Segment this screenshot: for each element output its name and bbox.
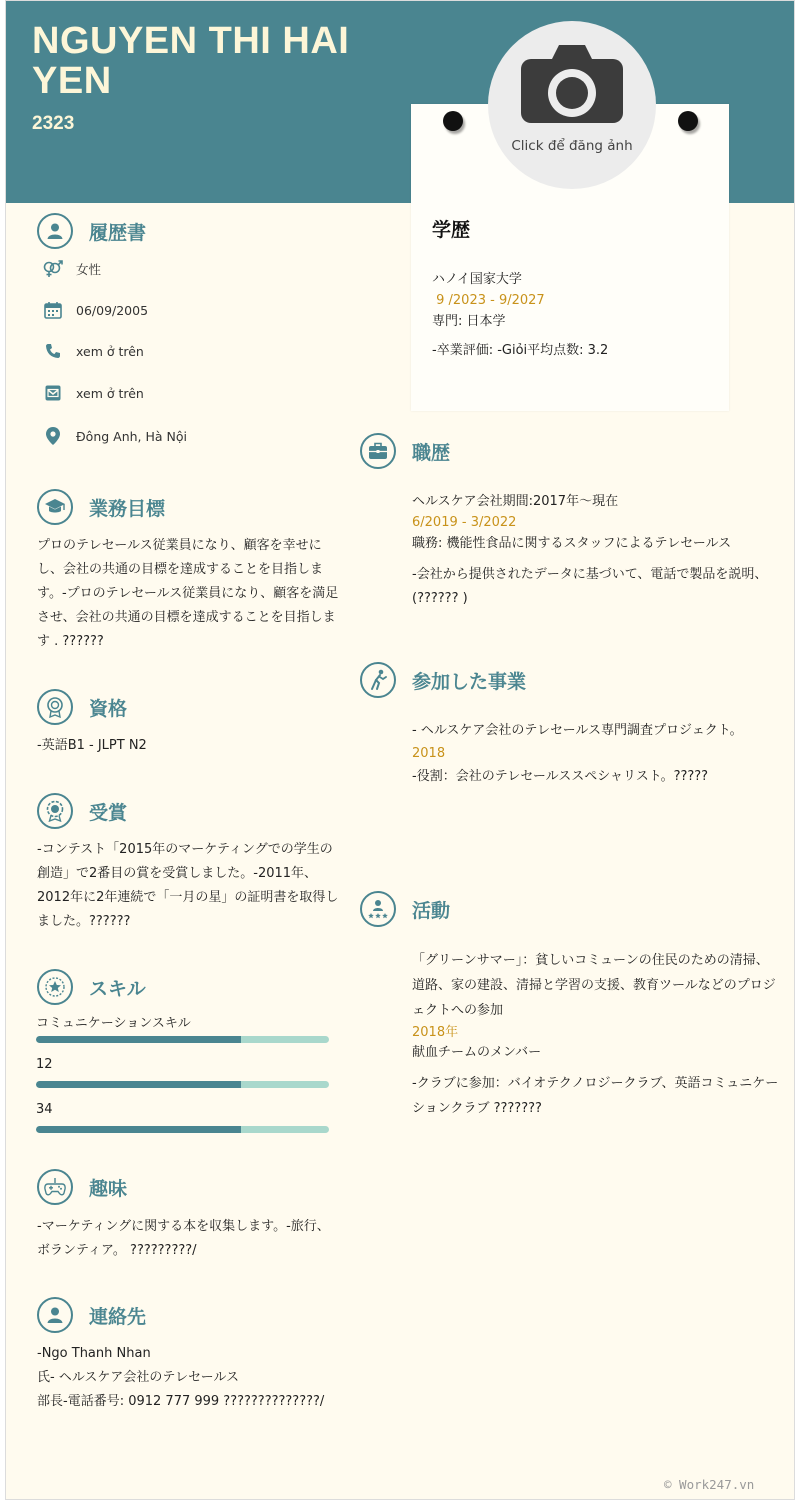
candidate-code[interactable]: 2323: [32, 113, 75, 134]
experience-section-head: [360, 433, 450, 469]
project-year[interactable]: 2018: [412, 746, 446, 761]
hobbies-section-head: [37, 1169, 127, 1205]
projects-section-head: [360, 662, 526, 698]
email-icon: [42, 385, 64, 401]
running-person-icon: [360, 662, 396, 698]
education-grade[interactable]: -卒業評価: -Giỏi平均点数: 3.2: [432, 343, 609, 358]
team-stars-icon: [360, 891, 396, 927]
experience-position[interactable]: 職務: 機能性食品に関するスタッフによるテレセールス: [412, 536, 732, 551]
projects-title[interactable]: 参加した事業: [412, 670, 527, 693]
skill-bar-fill: [36, 1036, 241, 1043]
gender-icon: [42, 260, 64, 278]
hobbies-text[interactable]: -マーケティングに関する本を収集します。-旅行、ボランティア。 ?????????/: [37, 1219, 330, 1258]
photo-upload-label: Click để đăng ảnh: [511, 138, 633, 154]
activity-year[interactable]: 2018年: [412, 1025, 459, 1040]
address-value[interactable]: Đông Anh, Hà Nội: [76, 428, 188, 444]
profile-title[interactable]: 履歴書: [89, 221, 147, 244]
experience-company[interactable]: ヘルスケア会社期間:2017年～現在: [412, 494, 619, 509]
education-body: [432, 269, 722, 361]
profile-section-head: [37, 213, 146, 249]
skill-bar-fill: [36, 1081, 241, 1088]
gender-row: [42, 260, 101, 278]
certificates-text[interactable]: -英語B1 - JLPT N2: [37, 738, 147, 753]
activities-title[interactable]: 活動: [412, 899, 451, 922]
objective-text[interactable]: プロのテレセールス従業員になり、顧客を幸せにし、会社の共通の目標を達成することを目指します。-プロのテレセールス従業員になり、顧客を満足させ、会社の共通の目標を達成することを目指します . ??????: [37, 538, 339, 649]
certificates-title[interactable]: 資格: [89, 697, 128, 720]
experience-description[interactable]: -会社から提供されたデータに基づいて、電話で製品を説明、(?????? ): [412, 567, 768, 606]
awards-section-head: [37, 793, 127, 829]
email-value[interactable]: xem ở trên: [76, 385, 144, 401]
watermark: © Work247.vn: [664, 1477, 755, 1492]
dob-value[interactable]: 06/09/2005: [76, 302, 149, 318]
objective-section-head: [37, 489, 165, 525]
resume-page: [5, 0, 795, 1500]
dob-row: [42, 301, 148, 319]
pin-left-icon: [443, 111, 463, 131]
reference-name[interactable]: -Ngo Thanh Nhan: [37, 1346, 151, 1361]
experience-period[interactable]: 6/2019 - 3/2022: [412, 515, 517, 530]
skill-bar: [36, 1036, 329, 1043]
activities-section-head: [360, 891, 450, 927]
activity-description[interactable]: 「グリーンサマー」：貧しいコミューンの住民のための清掃、道路、家の建設、清掃と学習の支援、教育ツールなどのプロジェクトへの参加: [412, 953, 776, 1018]
hobbies-title[interactable]: 趣味: [89, 1177, 128, 1200]
projects-body: [412, 719, 757, 788]
phone-value[interactable]: xem ở trên: [76, 343, 144, 359]
skill-bar: [36, 1081, 329, 1088]
gender-value[interactable]: 女性: [76, 262, 102, 277]
awards-text[interactable]: -コンテスト「2015年のマーケティングでの学生の創造」で2番目の賞を受賞しました。-2011年、2012年に2年連続で「一月の星」の証明書を取得しました。??????: [37, 842, 339, 929]
skill-label[interactable]: 34: [36, 1102, 53, 1117]
email-row: [42, 385, 144, 401]
education-title[interactable]: 学歴: [432, 219, 471, 241]
project-role[interactable]: -役割：会社のテレセールススペシャリスト。?????: [412, 769, 709, 784]
graduation-cap-icon: [37, 489, 73, 525]
location-pin-icon: [42, 427, 64, 445]
skill-bar-fill: [36, 1126, 241, 1133]
phone-icon: [42, 343, 64, 359]
education-period[interactable]: 9 /2023 - 9/2027: [432, 293, 545, 308]
calendar-icon: [42, 301, 64, 319]
objective-title[interactable]: 業務目標: [89, 497, 166, 520]
pin-right-icon: [678, 111, 698, 131]
project-name[interactable]: - ヘルスケア会社のテレセールス専門調査プロジェクト。: [412, 723, 743, 738]
address-row: [42, 427, 187, 445]
user-icon: [37, 213, 73, 249]
references-text: [37, 1342, 342, 1414]
certificates-section-head: [37, 689, 127, 725]
skills-title[interactable]: スキル: [89, 977, 146, 1000]
references-title[interactable]: 連絡先: [89, 1305, 147, 1328]
phone-row: [42, 343, 144, 359]
gamepad-icon: [37, 1169, 73, 1205]
briefcase-icon: [360, 433, 396, 469]
camera-icon: [521, 43, 623, 123]
skills-section-head: [37, 969, 146, 1005]
education-major[interactable]: 専門: 日本学: [432, 314, 506, 329]
references-section-head: [37, 1297, 146, 1333]
reference-position[interactable]: 氏- ヘルスケア会社のテレセールス: [37, 1370, 240, 1385]
experience-title[interactable]: 職歴: [412, 441, 451, 464]
education-school[interactable]: ハノイ国家大学: [432, 272, 522, 287]
award-medal-icon: [37, 793, 73, 829]
awards-title[interactable]: 受賞: [89, 801, 128, 824]
activity-member[interactable]: 献血チームのメンバー: [412, 1045, 542, 1060]
skill-bar: [36, 1126, 329, 1133]
photo-upload[interactable]: [488, 21, 656, 189]
skills-badge-icon: [37, 969, 73, 1005]
user-circle-icon: [37, 1297, 73, 1333]
reference-phone[interactable]: 部長-電話番号: 0912 777 999 ??????????????/: [37, 1394, 325, 1409]
experience-body: [412, 491, 780, 611]
activity-clubs[interactable]: -クラブに参加：バイオテクノロジークラブ、英語コミュニケーションクラブ ???????: [412, 1076, 779, 1116]
skill-label[interactable]: コミュニケーションスキル: [36, 1016, 191, 1031]
skill-label[interactable]: 12: [36, 1057, 53, 1072]
activities-body: [412, 948, 780, 1121]
certificate-icon: [37, 689, 73, 725]
candidate-name[interactable]: NGUYEN THI HAI YEN: [32, 20, 350, 102]
